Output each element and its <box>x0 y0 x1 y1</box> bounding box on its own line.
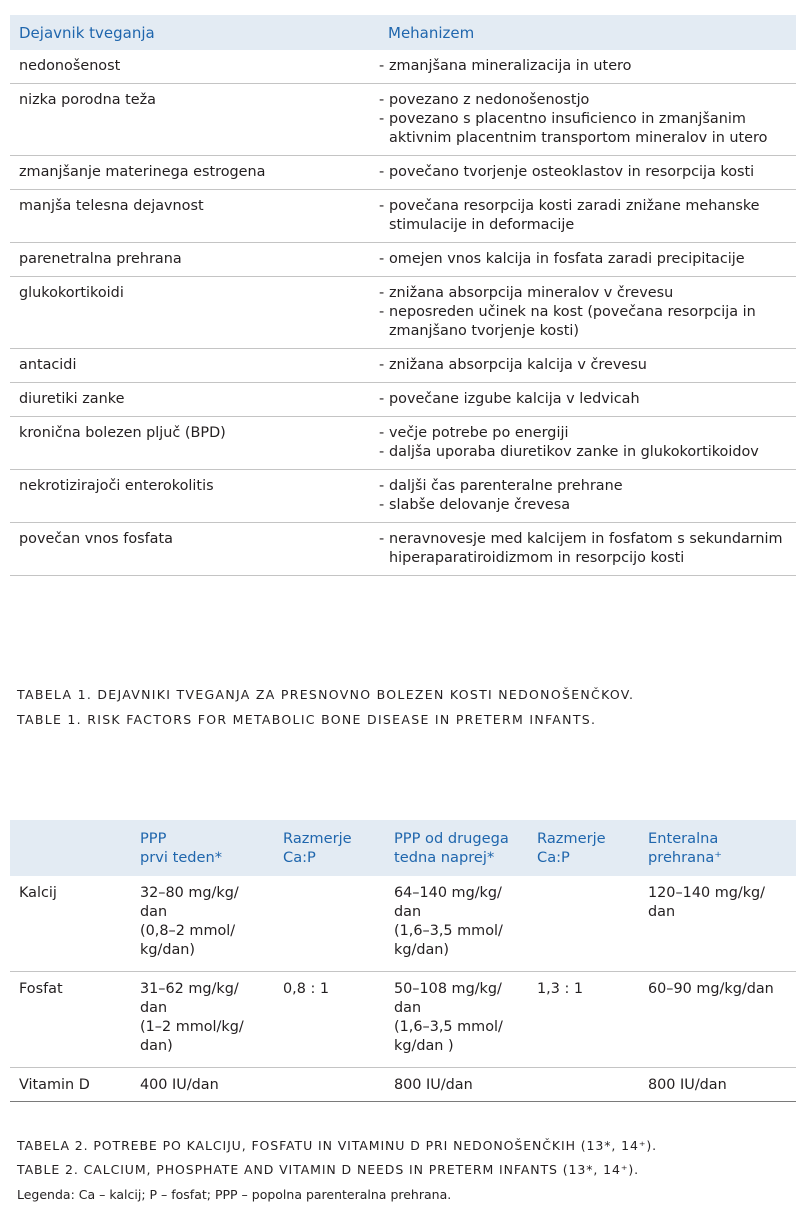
header-line: Enteralna <box>648 830 719 847</box>
mechanism-cell <box>379 84 796 156</box>
table-row <box>10 50 796 84</box>
value-cell <box>385 876 528 972</box>
mechanism-item: - povečana resorpcija kosti zaradi znižane mehanske stimulacije in deformacije <box>379 197 796 235</box>
mechanism-cell <box>379 523 796 576</box>
mechanism-cell <box>379 417 796 470</box>
header-line: prehrana⁺ <box>648 849 723 866</box>
risk-factor-cell: zmanjšanje materinega estrogena <box>10 156 379 190</box>
mechanism-item: - znižana absorpcija mineralov v črevesu <box>379 284 796 303</box>
calcium-phosphate-table <box>10 820 796 1102</box>
header-risk-factor: Dejavnik tveganja <box>10 15 379 50</box>
value-cell <box>131 876 274 972</box>
value-line: dan <box>394 904 422 920</box>
table2-caption-sl: TABELA 2. POTREBE PO KALCIJU, FOSFATU IN VITAMINU D PRI NEDONOŠENČKIH (13*, 14⁺). <box>17 1138 657 1153</box>
risk-factor-cell: parenetralna prehrana <box>10 243 379 277</box>
value-cell <box>131 1068 274 1102</box>
mechanism-cell <box>379 190 796 243</box>
header-line: Ca:P <box>537 849 570 866</box>
table-row <box>10 156 796 190</box>
table-row <box>10 470 796 523</box>
header-line: PPP od drugega <box>394 830 509 847</box>
table-row <box>10 972 796 1068</box>
table-row <box>10 417 796 470</box>
mechanism-cell <box>379 349 796 383</box>
table-header-row <box>10 15 796 50</box>
mechanism-item: - povezano s placentno insuficienco in zmanjšanim aktivnim placentnim transportom mineralov in utero <box>379 110 796 148</box>
table-row <box>10 383 796 417</box>
nutrient-cell: Kalcij <box>10 876 131 972</box>
mechanism-item: - slabše delovanje črevesa <box>379 496 796 515</box>
mechanism-item: - povečane izgube kalcija v ledvicah <box>379 390 796 409</box>
table-row <box>10 876 796 972</box>
mechanism-cell <box>379 50 796 84</box>
risk-factor-cell: nekrotizirajoči enterokolitis <box>10 470 379 523</box>
value-cell: 0,8 : 1 <box>274 972 385 1068</box>
mechanism-cell <box>379 243 796 277</box>
mechanism-item: - daljši čas parenteralne prehrane <box>379 477 796 496</box>
value-line: dan <box>140 1000 168 1016</box>
value-line: 60–90 mg/kg/dan <box>648 981 774 997</box>
mechanism-item: - zmanjšana mineralizacija in utero <box>379 57 796 76</box>
value-line: 120–140 mg/kg/ <box>648 885 766 901</box>
risk-factor-cell: glukokortikoidi <box>10 277 379 349</box>
table-row <box>10 277 796 349</box>
risk-factor-cell: antacidi <box>10 349 379 383</box>
value-cell <box>528 876 639 972</box>
value-cell <box>639 876 796 972</box>
risk-factor-cell: nizka porodna teža <box>10 84 379 156</box>
value-line: 800 IU/dan <box>648 1077 727 1093</box>
mechanism-item: - povečano tvorjenje osteoklastov in resorpcija kosti <box>379 163 796 182</box>
nutrient-cell: Fosfat <box>10 972 131 1068</box>
mechanism-item: - daljša uporaba diuretikov zanke in glukokortikoidov <box>379 443 796 462</box>
mechanism-cell <box>379 470 796 523</box>
value-line: (0,8–2 mmol/ <box>140 923 236 939</box>
table-row <box>10 1068 796 1102</box>
value-line: dan) <box>140 1038 173 1054</box>
header-cell <box>10 820 131 876</box>
value-line: (1,6–3,5 mmol/ <box>394 923 503 939</box>
risk-factor-cell: diuretiki zanke <box>10 383 379 417</box>
value-line: kg/dan) <box>394 942 450 958</box>
mechanism-item: - znižana absorpcija kalcija v črevesu <box>379 356 796 375</box>
header-line: Razmerje <box>283 830 352 847</box>
value-cell <box>639 972 796 1068</box>
mechanism-item: - večje potrebe po energiji <box>379 424 796 443</box>
table1-caption-en: TABLE 1. RISK FACTORS FOR METABOLIC BONE DISEASE IN PRETERM INFANTS. <box>17 712 597 727</box>
table1-caption-sl: TABELA 1. DEJAVNIKI TVEGANJA ZA PRESNOVNO BOLEZEN KOSTI NEDONOŠENČKOV. <box>17 687 635 702</box>
value-line: 800 IU/dan <box>394 1077 473 1093</box>
value-cell <box>131 972 274 1068</box>
value-cell: 1,3 : 1 <box>528 972 639 1068</box>
value-cell <box>274 876 385 972</box>
value-cell <box>274 1068 385 1102</box>
value-cell <box>528 1068 639 1102</box>
table2-caption-en: TABLE 2. CALCIUM, PHOSPHATE AND VITAMIN D NEEDS IN PRETERM INFANTS (13*, 14⁺). <box>17 1162 639 1177</box>
value-cell <box>385 1068 528 1102</box>
header-line: Razmerje <box>537 830 606 847</box>
header-cell <box>131 820 274 876</box>
mechanism-cell <box>379 156 796 190</box>
value-cell <box>385 972 528 1068</box>
value-line: (1–2 mmol/kg/ <box>140 1019 244 1035</box>
table-row <box>10 190 796 243</box>
risk-factor-cell: nedonošenost <box>10 50 379 84</box>
header-line: PPP <box>140 830 167 847</box>
header-line: tedna naprej* <box>394 849 495 866</box>
table-row <box>10 523 796 576</box>
value-line: (1,6–3,5 mmol/ <box>394 1019 503 1035</box>
header-cell <box>385 820 528 876</box>
value-line: 64–140 mg/kg/ <box>394 885 502 901</box>
header-mechanism: Mehanizem <box>379 15 796 50</box>
mechanism-cell <box>379 277 796 349</box>
value-line: 400 IU/dan <box>140 1077 219 1093</box>
risk-factor-cell: povečan vnos fosfata <box>10 523 379 576</box>
mechanism-item: - omejen vnos kalcija in fosfata zaradi precipitacije <box>379 250 796 269</box>
mechanism-cell <box>379 383 796 417</box>
risk-factors-table <box>10 15 796 576</box>
value-line: dan <box>648 904 676 920</box>
value-line: 50–108 mg/kg/ <box>394 981 502 997</box>
header-line: Ca:P <box>283 849 316 866</box>
risk-factor-cell: manjša telesna dejavnost <box>10 190 379 243</box>
value-line: 32–80 mg/kg/ <box>140 885 239 901</box>
table2-legend: Legenda: Ca – kalcij; P – fosfat; PPP – popolna parenteralna prehrana. <box>17 1187 452 1202</box>
table-row <box>10 243 796 277</box>
table-row <box>10 84 796 156</box>
header-line: prvi teden* <box>140 849 223 866</box>
value-line: kg/dan) <box>140 942 196 958</box>
header-cell <box>274 820 385 876</box>
value-line: kg/dan ) <box>394 1038 454 1054</box>
value-line: dan <box>140 904 168 920</box>
mechanism-item: - povezano z nedonošenostjo <box>379 91 796 110</box>
header-cell <box>528 820 639 876</box>
table-row <box>10 349 796 383</box>
value-line: dan <box>394 1000 422 1016</box>
mechanism-item: - neposreden učinek na kost (povečana resorpcija in zmanjšano tvorjenje kosti) <box>379 303 796 341</box>
value-cell <box>639 1068 796 1102</box>
risk-factor-cell: kronična bolezen pljuč (BPD) <box>10 417 379 470</box>
mechanism-item: - neravnovesje med kalcijem in fosfatom s sekundarnim hiperaparatiroidizmom in resorpcijo kosti <box>379 530 796 568</box>
table-header-row <box>10 820 796 876</box>
value-line: 31–62 mg/kg/ <box>140 981 239 997</box>
header-cell <box>639 820 796 876</box>
nutrient-cell: Vitamin D <box>10 1068 131 1102</box>
